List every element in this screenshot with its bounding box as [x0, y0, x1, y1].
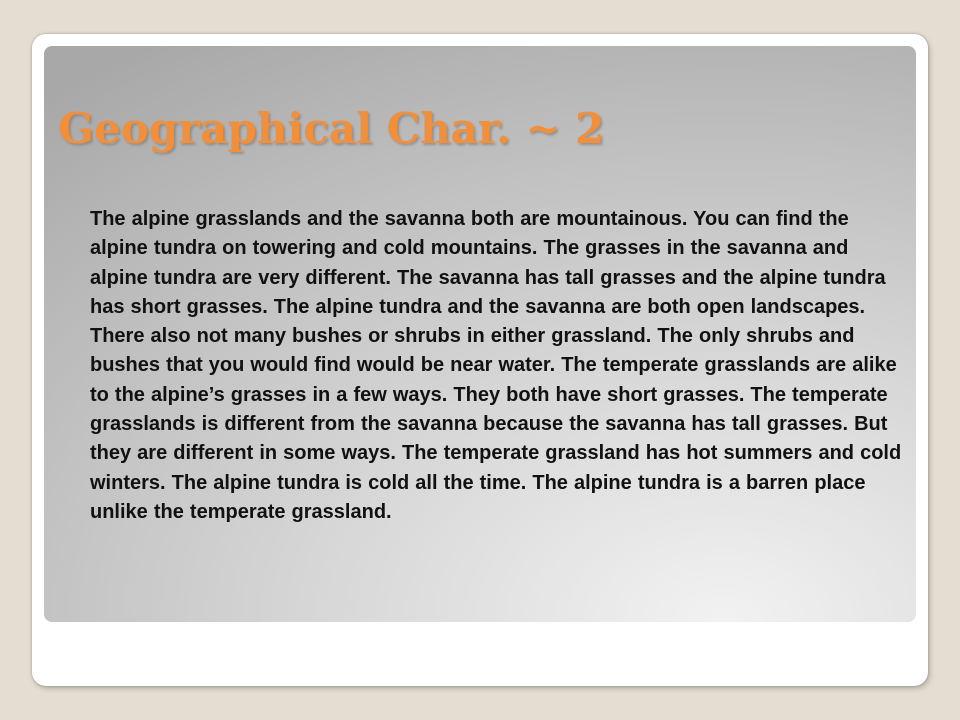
slide-body-text: The alpine grasslands and the savanna both are mountainous. You can find the alpine tundra on towering and cold mountains. The grasses in the savanna and alpine tundra are very different. The savanna has tall grasses and the alpine tundra has short grasses. The alpine tundra and the savanna are both open landscapes. There also not many bushes or shrubs in either grassland. The only shrubs and bushes that you would find would be near water. The temperate grasslands are alike to the alpine’s grasses in a few ways. They both have short grasses. The temperate grasslands is different from the savanna because the savanna has tall grasses. But they are different in some ways. The temperate grassland has hot summers and cold winters. The alpine tundra is cold all the time. The alpine tundra is a barren place unlike the temperate grassland. [90, 208, 902, 523]
slide-title: Geographical Char. ~ 2 [58, 104, 605, 153]
